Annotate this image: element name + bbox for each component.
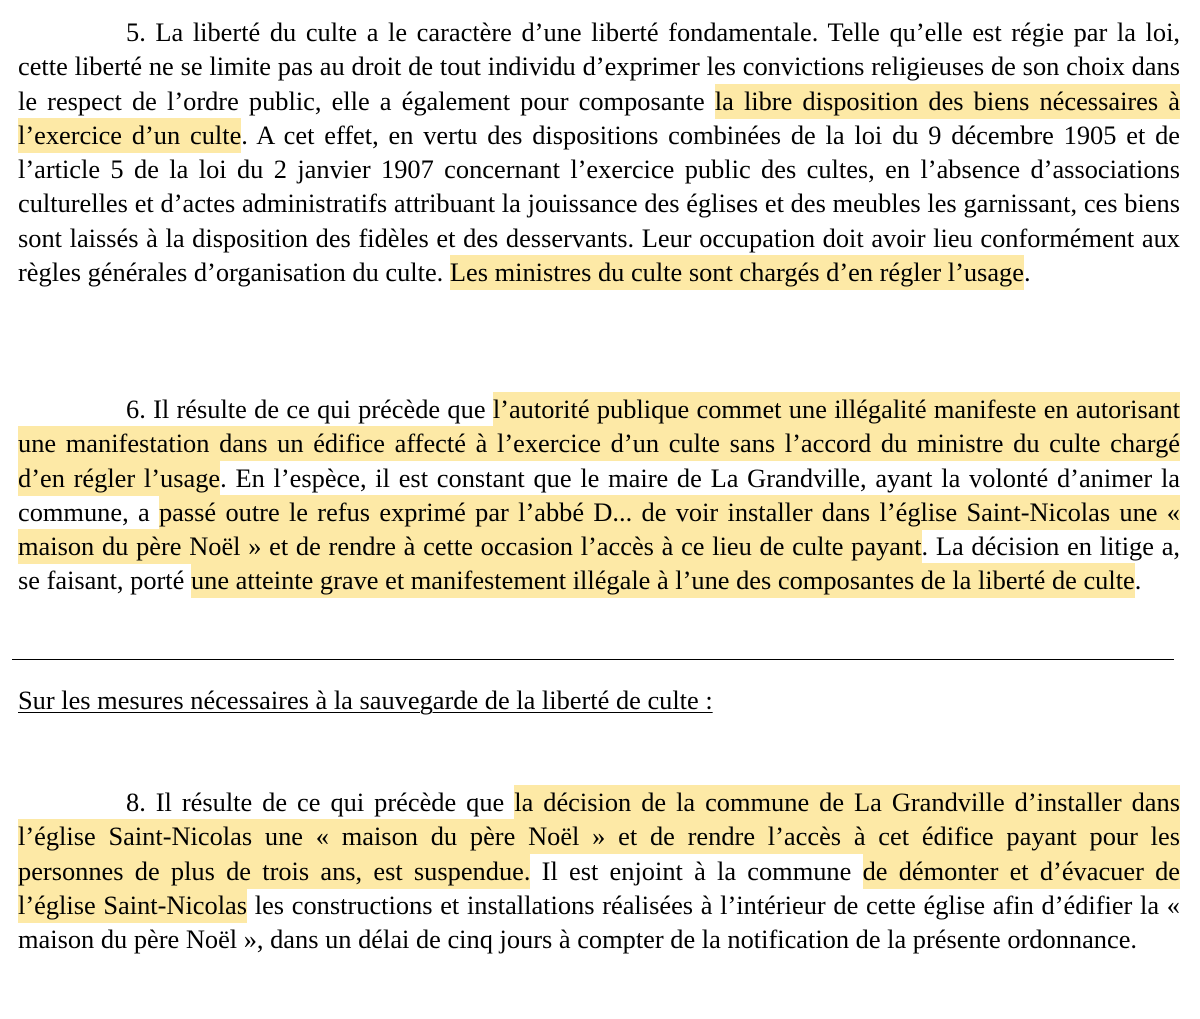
highlighted-passage: l’autorité publique commet une illégalité manifeste en autorisant une manifestation dans un édifice affecté à l’exercice d’un culte sans l’accord du ministre du culte chargé d’en régler l’usage	[18, 392, 1180, 496]
paragraph-text: 6. Il résulte de ce qui précède que	[126, 394, 493, 424]
paragraph-text: Il est enjoint à la commune	[530, 855, 863, 886]
highlighted-passage: de démonter et d’évacuer de l’église Saint-Nicolas	[18, 854, 1180, 923]
paragraph-text: .	[1023, 257, 1031, 288]
paragraph-text: 8. Il résulte de ce qui précède que	[126, 787, 515, 817]
highlighted-passage: la décision de la commune de La Grandville d’installer dans l’église Saint-Nicolas une « maison du père Noël » et de rendre l’accès à cet édifice payant pour les personnes de plus de trois ans, est suspendue.	[18, 785, 1180, 889]
highlighted-passage: la libre disposition des biens nécessaires à l’exercice d’un culte	[18, 84, 1180, 153]
paragraph-text: . A cet effet, en vertu des dispositions combinées de la loi du 9 décembre 1905 et de l’article 5 de la loi du 2 janvier 1907 concernant l’exercice public des cultes, en l’absence d’associations culturelles et d’actes administratifs attribuant la jouissance des églises et des meubles les garnissant, ces biens sont laissés à la disposition des fidèles et des desservants. Leur occupation doit avoir lieu conformément aux règles générales d’organisation du culte.	[18, 119, 1181, 288]
paragraph-5	[18, 15, 1180, 289]
paragraph-text: .	[1134, 565, 1142, 596]
paragraph-8	[18, 785, 1180, 956]
paragraph-text: . En l’espèce, il est constant que le maire de La Grandville, ayant la volonté d’animer la commune, a	[18, 462, 1181, 527]
paragraph-6	[18, 392, 1180, 598]
highlighted-passage: passé outre le refus exprimé par l’abbé D... de voir installer dans l’église Saint-Nicolas une « maison du père Noël » et de rendre à cette occasion l’accès à ce lieu de culte payant	[18, 495, 1180, 564]
paragraph-text: les constructions et installations réalisées à l’intérieur de cette église afin d’édifier la « maison du père Noël », dans un délai de cinq jours à compter de la notification de la présente ordonnance.	[18, 889, 1180, 955]
paragraph-text: . La décision en litige a, se faisant, porté	[18, 531, 1181, 596]
horizontal-divider	[12, 659, 1174, 660]
highlighted-passage: Les ministres du culte sont chargés d’en régler l’usage	[450, 255, 1024, 290]
highlighted-passage: une atteinte grave et manifestement illégale à l’une des composantes de la liberté de culte	[191, 563, 1135, 598]
paragraph-text: 5. La liberté du culte a le caractère d’une liberté fondamentale. Telle qu’elle est régie par la loi, cette liberté ne se limite pas au droit de tout individu d’exprimer les convictions religieuses de son choix dans le respect de l’ordre public, elle a également pour composante	[18, 17, 1180, 116]
section-heading: Sur les mesures nécessaires à la sauvegarde de la liberté de culte :	[18, 685, 713, 715]
